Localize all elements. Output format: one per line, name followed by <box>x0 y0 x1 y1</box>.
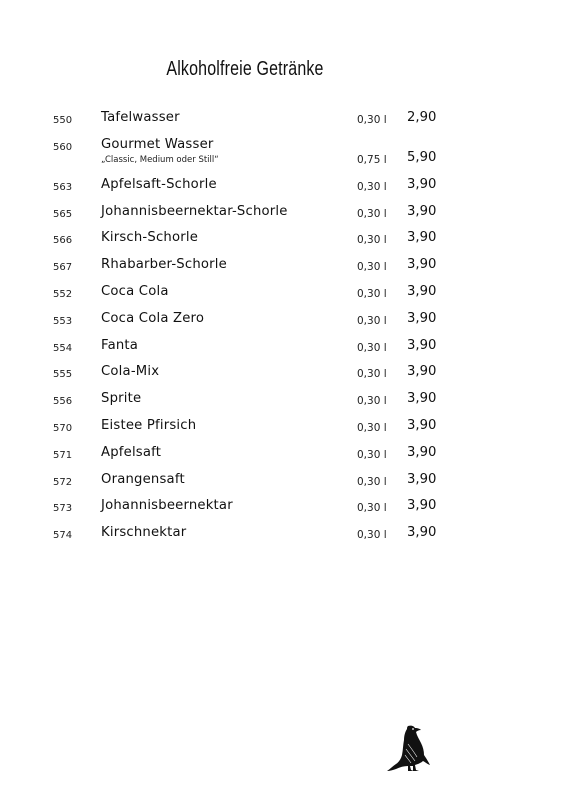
item-number: 565 <box>53 208 73 220</box>
item-price: 3,90 <box>407 391 437 407</box>
item-price: 3,90 <box>407 364 437 380</box>
item-number: 554 <box>53 342 73 354</box>
item-price: 3,90 <box>407 230 437 246</box>
item-price: 3,90 <box>407 257 437 273</box>
item-volume: 0,30 l <box>357 314 387 327</box>
item-volume: 0,30 l <box>357 502 387 515</box>
item-price: 3,90 <box>407 176 437 192</box>
item-volume: 0,30 l <box>357 368 387 381</box>
item-volume: 0,30 l <box>357 341 387 354</box>
item-volume: 0,30 l <box>357 287 387 300</box>
item-number: 572 <box>53 476 73 488</box>
raven-icon <box>386 724 432 772</box>
item-price: 3,90 <box>407 471 437 487</box>
item-number: 555 <box>53 369 73 381</box>
menu-item <box>0 204 566 231</box>
menu-item <box>0 311 566 338</box>
item-name: Rhabarber-Schorle <box>101 257 227 273</box>
menu-item <box>0 257 566 284</box>
item-volume: 0,30 l <box>357 114 387 126</box>
menu-item <box>0 364 566 391</box>
item-name: Apfelsaft-Schorle <box>101 176 217 192</box>
item-number: 574 <box>53 530 73 542</box>
item-name: Tafelwasser <box>101 110 180 125</box>
item-name: Orangensaft <box>101 471 185 487</box>
item-price: 5,90 <box>407 149 437 165</box>
item-volume: 0,30 l <box>357 234 387 247</box>
item-price: 3,90 <box>407 417 437 433</box>
menu-item <box>0 137 566 177</box>
item-name: Coca Cola <box>101 283 169 299</box>
item-price: 3,90 <box>407 310 437 326</box>
drinks-menu-list <box>0 110 566 552</box>
item-number: 550 <box>53 115 73 126</box>
menu-item <box>0 498 566 525</box>
item-volume: 0,75 l <box>357 153 387 166</box>
item-name: Eistee Pfirsich <box>101 417 197 433</box>
item-volume: 0,30 l <box>357 261 387 274</box>
menu-item <box>0 338 566 365</box>
item-price: 3,90 <box>407 525 437 541</box>
item-name: Cola-Mix <box>101 364 160 380</box>
item-price: 3,90 <box>407 203 437 219</box>
menu-item <box>0 177 566 204</box>
menu-item <box>0 472 566 499</box>
item-number: 556 <box>53 396 73 408</box>
item-volume: 0,30 l <box>357 180 387 193</box>
item-price: 3,90 <box>407 283 437 299</box>
item-price: 3,90 <box>407 337 437 353</box>
item-price: 3,90 <box>407 498 437 514</box>
item-name: Kirsch-Schorle <box>101 230 199 246</box>
menu-item <box>0 525 566 552</box>
item-number: 573 <box>53 503 73 515</box>
item-price: 3,90 <box>407 444 437 460</box>
item-name: Johannisbeernektar <box>101 498 233 514</box>
item-number: 552 <box>53 288 73 300</box>
item-name: Sprite <box>101 391 142 407</box>
item-name: Kirschnektar <box>101 525 187 541</box>
item-volume: 0,30 l <box>357 395 387 408</box>
item-number: 566 <box>53 235 73 247</box>
item-volume: 0,30 l <box>357 448 387 461</box>
item-volume: 0,30 l <box>357 529 387 542</box>
item-volume: 0,30 l <box>357 207 387 220</box>
menu-item <box>0 445 566 472</box>
menu-item <box>0 110 566 137</box>
item-volume: 0,30 l <box>357 421 387 434</box>
item-volume: 0,30 l <box>357 475 387 488</box>
item-price: 2,90 <box>407 110 437 125</box>
item-note: „Classic, Medium oder Still“ <box>101 154 219 165</box>
page-title: Alkoholfreie Getränke <box>166 58 324 80</box>
menu-item <box>0 284 566 311</box>
item-number: 553 <box>53 315 73 327</box>
item-number: 563 <box>53 181 73 193</box>
item-name: Fanta <box>101 337 139 353</box>
item-name: Coca Cola Zero <box>101 310 205 326</box>
item-name: Johannisbeernektar-Schorle <box>101 203 288 219</box>
item-number: 570 <box>53 422 73 434</box>
item-number: 571 <box>53 449 73 461</box>
menu-item <box>0 230 566 257</box>
item-name: Apfelsaft <box>101 444 162 460</box>
menu-item <box>0 391 566 418</box>
item-number: 567 <box>53 262 73 274</box>
menu-item <box>0 418 566 445</box>
item-name: Gourmet Wasser <box>101 136 214 152</box>
item-number: 560 <box>53 141 73 153</box>
